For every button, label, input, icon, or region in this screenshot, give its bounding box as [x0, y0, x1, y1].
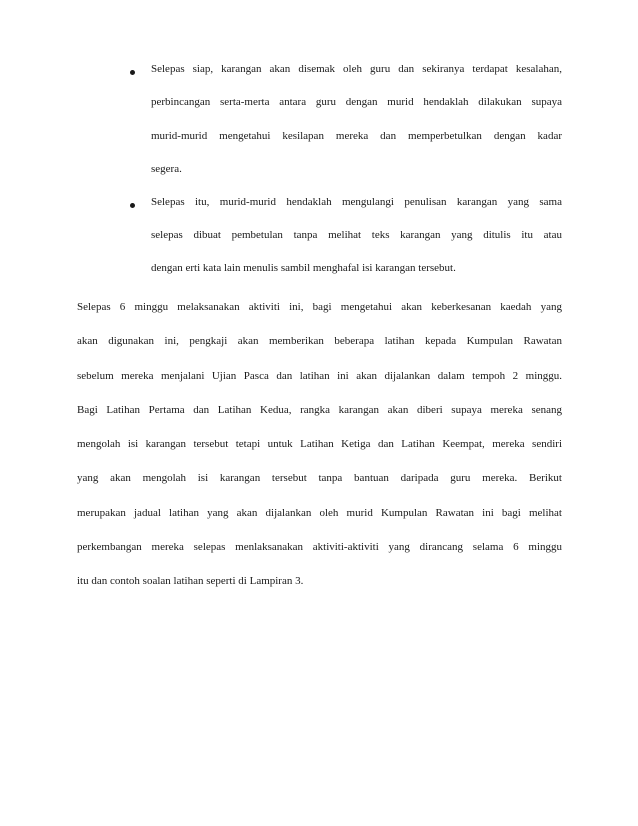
text-line: Selepas siap, karangan akan disemak oleh guru dan sekiranya terdapat kesalahan,	[151, 63, 562, 75]
text-line: Bagi Latihan Pertama dan Latihan Kedua, rangka karangan akan diberi supaya mereka senang	[77, 403, 562, 416]
bullet-item	[130, 197, 562, 275]
text-line: merupakan jadual latihan yang akan dijalankan oleh murid Kumpulan Rawatan ini bagi melihat	[77, 506, 562, 519]
body-paragraph	[77, 302, 562, 587]
text-line: perkembangan mereka selepas menlaksanakan aktiviti-aktiviti yang dirancang selama 6 minggu	[77, 541, 562, 554]
text-line: mengolah isi karangan tersebut tetapi untuk Latihan Ketiga dan Latihan Keempat, mereka sendiri	[77, 438, 562, 451]
text-line: Selepas itu, murid-murid hendaklah mengulangi penulisan karangan yang sama	[151, 195, 562, 208]
text-line: sebelum mereka menjalani Ujian Pasca dan latihan ini akan dijalankan dalam tempoh 2 minggu.	[77, 369, 562, 382]
bullet-dot-icon	[130, 70, 135, 75]
text-line: akan digunakan ini, pengkaji akan memberikan beberapa latihan kepada Kumpulan Rawatan	[77, 335, 562, 348]
text-line: segera.	[151, 162, 182, 175]
text-line: itu dan contoh soalan latihan seperti di Lampiran 3.	[77, 575, 304, 588]
text-line: perbincangan serta-merta antara guru dengan murid hendaklah dilakukan supaya	[151, 96, 562, 109]
text-line: dengan erti kata lain menulis sambil menghafal isi karangan tersebut.	[151, 262, 456, 275]
text-line: Selepas 6 minggu melaksanakan aktiviti ini, bagi mengetahui akan keberkesanan kaedah yang	[77, 301, 562, 313]
bullet-dot-icon	[130, 203, 135, 208]
text-line: murid-murid mengetahui kesilapan mereka dan memperbetulkan dengan kadar	[151, 129, 562, 142]
text-line: selepas dibuat pembetulan tanpa melihat teks karangan yang ditulis itu atau	[151, 229, 562, 242]
text-line: yang akan mengolah isi karangan tersebut tanpa bantuan daripada guru mereka. Berikut	[77, 472, 562, 485]
bullet-list	[130, 64, 562, 274]
bullet-item	[130, 64, 562, 175]
